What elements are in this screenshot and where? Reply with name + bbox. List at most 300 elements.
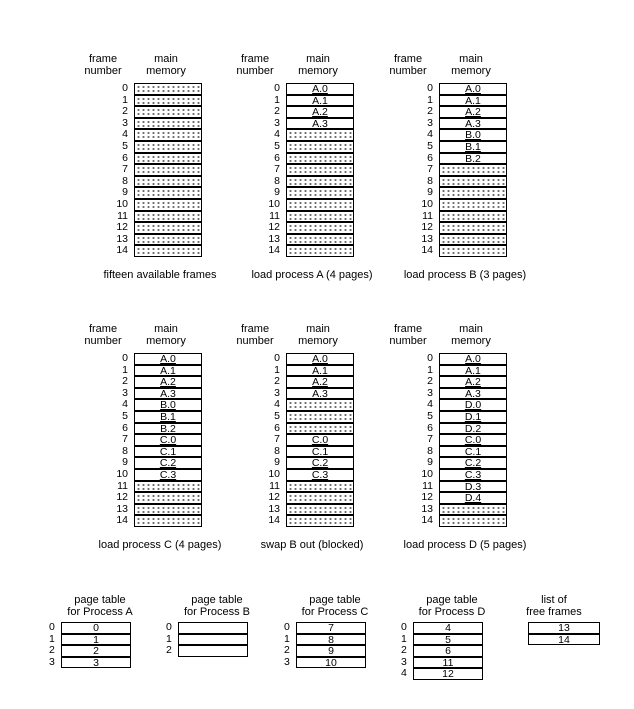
frame-number: 12 [268,221,280,234]
page-table-title-line: for Process B [183,606,251,618]
frame-page-label: C.1 [464,445,482,458]
frame-page-label: D.2 [464,422,482,435]
free-memory-frame [439,164,507,176]
memory-frame [286,446,354,458]
free-memory-frame [134,106,202,118]
frame-page-label: A.1 [465,94,481,107]
frame-number: 12 [268,491,280,504]
frame-number: 3 [274,116,280,129]
frame-number: 0 [274,82,280,94]
page-table-entry [61,657,131,669]
memory-frame [439,376,507,388]
free-memory-frame [134,187,202,199]
page-table-entry-value: 10 [325,656,337,669]
main-memory-header-line: memory [146,65,186,77]
frame-number: 5 [122,140,128,152]
memory-frame [286,434,354,446]
panel-caption: load process D (5 pages) [403,539,527,551]
frame-page-label: A.1 [160,364,176,377]
free-frame-value: 14 [558,633,570,646]
frame-page-label: B.0 [160,399,176,412]
panel-caption: load process C (4 pages) [98,539,222,551]
page-table-entry [178,645,248,657]
free-memory-frame [286,211,354,223]
page-table-entry [296,645,366,657]
memory-frame [439,141,507,153]
frame-number: 11 [117,479,128,492]
page-table-entry-value: 9 [328,645,334,657]
frame-number-header-line: frame [393,53,423,65]
frame-number: 13 [421,232,433,245]
frame-number: 13 [116,502,128,515]
frame-number-header-line: frame [240,323,270,335]
main-memory-header-line: main [459,53,483,65]
main-memory-header [286,53,350,77]
frame-number: 13 [116,232,128,245]
free-memory-frame [439,187,507,199]
memory-frame [439,129,507,141]
page-table-entry [413,634,483,646]
page-table-title-line: for Process A [67,606,133,618]
frame-page-label: B.2 [465,152,481,165]
frame-page-label: A.3 [465,387,481,400]
page-table-entry-value: 4 [445,622,451,634]
frame-number: 3 [427,116,433,129]
frame-page-label: A.0 [312,353,328,365]
page-table-title-line: page table [191,594,243,606]
main-memory-header [439,53,503,77]
memory-frame [439,434,507,446]
main-memory-header [134,53,198,77]
free-memory-frame [286,176,354,188]
frame-page-label: A.3 [312,387,328,400]
frame-number: 4 [427,398,433,411]
frame-number-header [230,323,280,347]
panel-caption: swap B out (blocked) [260,539,364,551]
page-table-entry-value: 7 [328,622,334,634]
page-index: 3 [401,655,407,668]
frame-number: 3 [122,116,128,129]
frame-page-label: C.0 [464,434,482,447]
frame-number: 4 [274,398,280,411]
memory-frame [286,353,354,365]
frame-page-label: C.1 [311,445,329,458]
memory-frame [439,106,507,118]
frame-number: 2 [427,375,433,388]
frame-number: 9 [122,186,128,199]
frame-number: 11 [269,479,280,492]
page-table-entry-value: 8 [328,633,334,646]
free-frame-list-title-line: list of [541,594,567,606]
page-table-title [280,594,390,618]
main-memory-header [286,323,350,347]
frame-page-label: B.1 [465,141,481,153]
frame-page-label: A.0 [160,353,176,365]
free-memory-frame [134,164,202,176]
frame-number: 1 [122,93,128,106]
free-memory-frame [134,176,202,188]
free-memory-frame [286,199,354,211]
frame-number-header-line: frame [240,53,270,65]
frame-page-label: C.2 [159,457,177,470]
free-memory-frame [134,481,202,493]
frame-page-label: A.1 [312,94,328,107]
memory-frame [286,376,354,388]
free-memory-frame [286,222,354,234]
free-memory-frame [439,176,507,188]
memory-frame [286,457,354,469]
frame-number: 11 [422,479,433,492]
memory-frame [439,481,507,493]
frame-number: 9 [427,456,433,469]
free-memory-frame [439,234,507,246]
frame-number: 6 [427,421,433,434]
page-index: 3 [49,655,55,668]
frame-number: 3 [427,386,433,399]
free-memory-frame [134,118,202,130]
memory-frame [439,353,507,365]
free-memory-frame [134,83,202,95]
page-table-title [45,594,155,618]
frame-number: 8 [427,444,433,457]
free-memory-frame [286,245,354,257]
page-table-title-line: page table [309,594,361,606]
free-frame-list-title-line: free frames [526,606,582,618]
frame-number: 7 [427,433,433,446]
frame-page-label: C.0 [159,434,177,447]
page-table-title [397,594,507,618]
frame-number: 8 [122,444,128,457]
free-frame-list-title [508,594,600,618]
frame-number: 1 [274,363,280,376]
free-memory-frame [286,141,354,153]
frame-number: 12 [421,221,433,234]
memory-frame [134,399,202,411]
memory-frame [134,376,202,388]
memory-frame [134,434,202,446]
memory-frame [439,492,507,504]
free-memory-frame [286,399,354,411]
free-memory-frame [439,222,507,234]
frame-page-label: B.1 [160,411,176,423]
free-memory-frame [286,411,354,423]
page-table-title [162,594,272,618]
frame-number: 0 [274,352,280,364]
free-memory-frame [286,153,354,165]
free-memory-frame [286,234,354,246]
frame-number: 9 [274,186,280,199]
frame-page-label: A.1 [312,364,328,377]
frame-page-label: C.1 [159,445,177,458]
frame-number: 0 [427,82,433,94]
frame-number-header [383,323,433,347]
frame-number: 5 [122,410,128,422]
frame-page-label: A.2 [160,376,176,389]
frame-page-label: D.4 [464,492,482,505]
memory-frame [439,446,507,458]
frame-number: 6 [427,151,433,164]
frame-number-header-line: number [84,335,122,347]
page-table-entry [296,657,366,669]
frame-number: 2 [122,105,128,118]
page-index: 4 [401,667,407,679]
page-index: 2 [284,644,290,656]
free-memory-frame [286,481,354,493]
page-table-entry [61,645,131,657]
frame-number: 14 [421,514,433,527]
page-table-entry [413,645,483,657]
memory-frame [439,457,507,469]
frame-number: 1 [427,363,433,376]
frame-number: 7 [427,163,433,176]
frame-number: 6 [274,151,280,164]
frame-number: 7 [122,433,128,446]
frame-page-label: B.2 [160,422,176,435]
memory-panel [375,323,555,563]
free-memory-frame [134,95,202,107]
page-index: 0 [401,621,407,633]
main-memory-header [134,323,198,347]
page-table-entry-value: 5 [445,633,451,646]
page-index: 1 [49,632,55,645]
memory-frame [439,95,507,107]
frame-page-label: C.0 [311,434,329,447]
frame-number: 7 [274,433,280,446]
frame-page-label: A.3 [160,387,176,400]
free-memory-frame [439,515,507,527]
frame-number: 1 [427,93,433,106]
free-memory-frame [134,245,202,257]
main-memory-header-line: memory [451,335,491,347]
frame-number: 0 [122,352,128,364]
free-memory-frame [286,164,354,176]
page-table-entry-value: 11 [442,656,454,669]
page-table-entry [413,657,483,669]
frame-number: 8 [122,174,128,187]
main-memory-header-line: main [306,53,330,65]
page-table-title-line: for Process D [418,606,486,618]
frame-number: 7 [122,163,128,176]
frame-number-header [230,53,280,77]
frame-page-label: A.2 [465,106,481,119]
page-index: 2 [166,644,172,656]
frame-number: 5 [427,410,433,422]
memory-frame [439,388,507,400]
frame-number: 2 [274,105,280,118]
frame-number: 0 [122,82,128,94]
frame-number: 1 [122,363,128,376]
memory-frame [439,118,507,130]
frame-number: 11 [269,209,280,222]
page-table-entry [61,634,131,646]
free-frame-value: 13 [558,622,570,634]
free-memory-frame [134,222,202,234]
frame-number: 10 [421,198,433,210]
memory-frame [134,365,202,377]
free-memory-frame [286,423,354,435]
free-memory-frame [134,129,202,141]
frame-number: 10 [268,198,280,210]
free-memory-frame [439,245,507,257]
frame-number-header [78,53,128,77]
page-table-title-line: page table [426,594,478,606]
main-memory-header-line: main [154,323,178,335]
frame-number: 2 [122,375,128,388]
frame-page-label: C.2 [311,457,329,470]
frame-number-header-line: number [389,65,427,77]
memory-frame [286,95,354,107]
free-memory-frame [134,492,202,504]
page-index: 1 [284,632,290,645]
frame-number: 13 [421,502,433,515]
frame-number: 8 [274,174,280,187]
free-memory-frame [439,504,507,516]
frame-number: 11 [422,209,433,222]
frame-number: 14 [116,514,128,527]
frame-number: 10 [116,468,128,480]
page-table-entry [413,668,483,680]
frame-number-header-line: frame [88,53,118,65]
frame-number: 9 [427,186,433,199]
frame-number: 12 [116,221,128,234]
frame-page-label: A.0 [465,353,481,365]
main-memory-header-line: main [459,323,483,335]
page-table-entry [296,622,366,634]
frame-number: 12 [116,491,128,504]
frame-number-header-line: frame [88,323,118,335]
frame-number: 1 [274,93,280,106]
frame-number-header [383,53,433,77]
frame-number: 3 [122,386,128,399]
frame-page-label: B.0 [465,129,481,142]
frame-number: 12 [421,491,433,504]
frame-number-header-line: number [84,65,122,77]
free-memory-frame [439,199,507,211]
page-table-entry [296,634,366,646]
free-memory-frame [134,141,202,153]
frame-number: 5 [427,140,433,152]
page-index: 1 [401,632,407,645]
frame-number: 6 [122,421,128,434]
page-table-entry-value: 0 [93,622,99,634]
page-table-entry-value: 6 [445,645,451,657]
frame-page-label: A.2 [312,376,328,389]
frame-number: 13 [268,232,280,245]
memory-frame [134,423,202,435]
page-index: 1 [166,632,172,645]
frame-number: 4 [274,128,280,141]
memory-panel [375,53,555,293]
page-table-title-line: for Process C [301,606,369,618]
memory-frame [439,365,507,377]
memory-frame [286,365,354,377]
panel-caption: fifteen available frames [103,269,217,281]
free-memory-frame [134,504,202,516]
frame-number: 9 [274,456,280,469]
free-memory-frame [286,504,354,516]
memory-frame [286,118,354,130]
frame-number-header [78,323,128,347]
frame-number: 6 [122,151,128,164]
frame-page-label: D.0 [464,399,482,412]
memory-frame [134,446,202,458]
memory-frame [439,399,507,411]
frame-number: 4 [122,128,128,141]
page-table-entry [413,622,483,634]
free-memory-frame [286,187,354,199]
page-index: 2 [49,644,55,656]
page-table-entry-value: 3 [93,656,99,669]
memory-frame [286,106,354,118]
memory-frame [286,83,354,95]
page-table-entry-value: 2 [93,645,99,657]
free-memory-frame [134,211,202,223]
frame-number: 14 [116,244,128,257]
frame-number: 2 [274,375,280,388]
frame-number: 9 [122,456,128,469]
page-table-entry-value: 12 [442,668,454,680]
frame-number-header-line: number [236,335,274,347]
frame-number: 14 [268,244,280,257]
frame-page-label: A.3 [465,117,481,130]
frame-page-label: A.1 [465,364,481,377]
frame-page-label: D.3 [464,480,482,493]
main-memory-header-line: main [154,53,178,65]
memory-frame [439,153,507,165]
frame-number: 5 [274,410,280,422]
free-memory-frame [439,211,507,223]
frame-number: 4 [427,128,433,141]
memory-frame [439,469,507,481]
frame-page-label: A.2 [465,376,481,389]
memory-frame [439,423,507,435]
frame-number: 6 [274,421,280,434]
frame-number: 14 [421,244,433,257]
page-table-entry [178,622,248,634]
free-memory-frame [134,199,202,211]
frame-number: 14 [268,514,280,527]
frame-number: 5 [274,140,280,152]
free-memory-frame [286,129,354,141]
main-memory-header-line: memory [298,335,338,347]
memory-frame [134,457,202,469]
frame-page-label: A.2 [312,106,328,119]
page-index: 0 [284,621,290,633]
memory-frame [286,469,354,481]
memory-frame [439,83,507,95]
frame-number: 8 [427,174,433,187]
free-memory-frame [286,492,354,504]
page-index: 0 [166,621,172,633]
frame-number: 8 [274,444,280,457]
main-memory-header-line: memory [146,335,186,347]
frame-page-label: C.3 [464,469,482,481]
frame-number: 11 [117,209,128,222]
free-frame-entry [528,634,600,646]
frame-number-header-line: number [236,65,274,77]
frame-number: 0 [427,352,433,364]
frame-page-label: A.0 [465,83,481,95]
frame-number-header-line: frame [393,323,423,335]
memory-frame [286,388,354,400]
frame-page-label: C.2 [464,457,482,470]
frame-page-label: A.0 [312,83,328,95]
page-index: 0 [49,621,55,633]
memory-frame [134,388,202,400]
frame-number: 10 [268,468,280,480]
free-memory-frame [286,515,354,527]
frame-page-label: D.1 [464,411,482,423]
